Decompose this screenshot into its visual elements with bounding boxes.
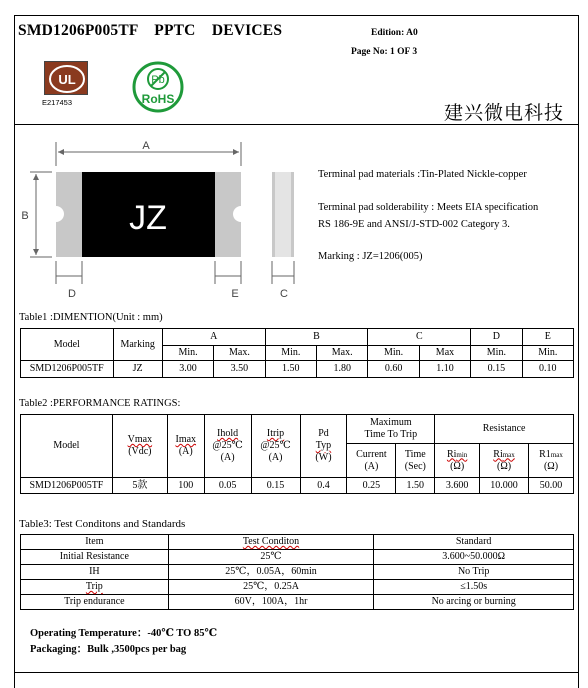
t2-time: 1.50 bbox=[396, 478, 435, 494]
edition-label: Edition: A0 bbox=[371, 28, 418, 38]
frame-right bbox=[578, 15, 579, 688]
dim-a-label: A bbox=[142, 140, 150, 152]
dim-b-label: B bbox=[21, 210, 29, 222]
t2-r1max-label: R1 bbox=[539, 448, 551, 460]
t2-r1max-unit: (Ω) bbox=[543, 460, 559, 472]
t3-r3-item: Trip endurance bbox=[21, 595, 169, 610]
t2-imax-unit: (A) bbox=[178, 446, 193, 457]
t2-rimin-label: Ri bbox=[446, 448, 457, 460]
t2-time-unit: (Sec) bbox=[404, 460, 426, 472]
dimension-table bbox=[20, 328, 574, 378]
note-solderability-line1: Terminal pad solderability : Meets EIA specification bbox=[318, 202, 539, 213]
t2-rimax-unit: (Ω) bbox=[497, 460, 512, 472]
frame-top bbox=[14, 15, 579, 16]
t2-imax-label: Imax bbox=[175, 434, 197, 445]
table-row bbox=[21, 565, 574, 580]
t3-r1-condition: 25℃，0.05A，60min bbox=[168, 565, 374, 580]
t2-current: 0.25 bbox=[347, 478, 396, 494]
packaging: Packaging：Bulk ,3500pcs per bag bbox=[30, 644, 187, 655]
t2-pd-typ: Typ bbox=[315, 440, 332, 451]
t2-pd-header bbox=[300, 415, 347, 478]
t2-ihold-cond: @25℃ bbox=[212, 440, 243, 451]
t3-item-header: Item bbox=[21, 535, 169, 550]
t1-a-max: 3.50 bbox=[214, 361, 265, 378]
t3-r2-standard: ≤1.50s bbox=[374, 580, 574, 595]
t2-ttt-line1: Maximum bbox=[369, 417, 412, 428]
t1-b-min: 1.50 bbox=[265, 361, 316, 378]
t1-c-min: 0.60 bbox=[368, 361, 419, 378]
t1-sub-c-max: Max bbox=[419, 346, 470, 361]
frame-bottom bbox=[14, 672, 579, 673]
t2-model: SMD1206P005TF bbox=[21, 478, 113, 494]
t2-rimin: 3.600 bbox=[435, 478, 480, 494]
t1-group-e: E bbox=[522, 329, 573, 346]
t1-d-min: 0.15 bbox=[471, 361, 522, 378]
t3-r1-standard: No Trip bbox=[374, 565, 574, 580]
t2-vmax-header bbox=[112, 415, 167, 478]
t2-current-label: Current bbox=[356, 448, 387, 460]
t2-time-label: Time bbox=[404, 448, 426, 460]
t2-ihold: 0.05 bbox=[204, 478, 251, 494]
svg-text:UL: UL bbox=[58, 72, 76, 87]
ul-certificate-number: E217453 bbox=[42, 98, 73, 107]
t2-pd-label: Pd bbox=[318, 428, 329, 439]
note-solderability-line2: RS 186-9E and ANSI/J-STD-002 Category 3. bbox=[318, 219, 510, 230]
t3-r3-standard: No arcing or burning bbox=[374, 595, 574, 610]
table-row bbox=[21, 550, 574, 565]
t1-sub-a-max: Max. bbox=[214, 346, 265, 361]
t1-group-b: B bbox=[265, 329, 368, 346]
t1-marking-header: Marking bbox=[113, 329, 162, 361]
t2-ihold-header bbox=[204, 415, 251, 478]
dim-d-label: D bbox=[68, 288, 76, 300]
company-name: 建兴微电科技 bbox=[444, 102, 565, 124]
t2-rimax-sub: max bbox=[502, 450, 515, 459]
operating-temperature: Operating Temperature：-40℃ TO 85℃ bbox=[30, 628, 218, 639]
t2-ttt-header bbox=[347, 415, 435, 444]
t2-current-header bbox=[347, 444, 396, 478]
pb-text: Pb bbox=[151, 74, 165, 86]
table3-caption: Table3: Test Conditons and Standards bbox=[19, 518, 186, 530]
t1-marking: JZ bbox=[113, 361, 162, 378]
t1-e-min: 0.10 bbox=[522, 361, 573, 378]
t2-vmax: 5款 bbox=[112, 478, 167, 494]
t2-itrip: 0.15 bbox=[251, 478, 300, 494]
t3-condition-header bbox=[168, 535, 374, 550]
t2-ttt-line2: Time To Trip bbox=[364, 429, 418, 440]
ul-mark-icon bbox=[45, 62, 89, 96]
table2-caption: Table2 :PERFORMANCE RATINGS: bbox=[19, 398, 181, 409]
t1-sub-a-min: Min. bbox=[162, 346, 213, 361]
t2-pd-unit: (W) bbox=[315, 452, 332, 463]
table-row bbox=[21, 478, 574, 494]
t2-rimax-header bbox=[480, 444, 529, 478]
page-number: Page No: 1 OF 3 bbox=[351, 47, 418, 57]
note-terminal-materials: Terminal pad materials :Tin-Plated Nickle-copper bbox=[318, 169, 527, 180]
t3-r2-item-label: Trip bbox=[85, 581, 103, 592]
table-row bbox=[21, 580, 574, 595]
chip-marking: JZ bbox=[129, 199, 167, 237]
t1-group-c: C bbox=[368, 329, 471, 346]
t1-sub-c-min: Min. bbox=[368, 346, 419, 361]
t3-r0-standard: 3.600~50.000Ω bbox=[374, 550, 574, 565]
t2-r1max-sub: max bbox=[550, 450, 563, 459]
t2-vmax-unit: (Vdc) bbox=[128, 446, 152, 457]
table-row bbox=[21, 361, 574, 378]
t1-sub-b-min: Min. bbox=[265, 346, 316, 361]
rohs-icon bbox=[130, 61, 186, 113]
t2-itrip-cond: @25℃ bbox=[260, 440, 291, 451]
t3-condition-label: Test Conditon bbox=[242, 536, 300, 547]
dim-e-label: E bbox=[231, 288, 239, 300]
document-title: SMD1206P005TF PPTC DEVICES bbox=[18, 22, 283, 39]
t2-rimin-sub: min bbox=[456, 450, 468, 459]
t3-standard-header: Standard bbox=[374, 535, 574, 550]
t1-model-header: Model bbox=[21, 329, 114, 361]
rohs-logo bbox=[130, 61, 186, 118]
t2-current-unit: (A) bbox=[364, 460, 379, 472]
t2-ihold-unit: (A) bbox=[220, 452, 235, 463]
t2-imax: 100 bbox=[167, 478, 204, 494]
t1-sub-e-min: Min. bbox=[522, 346, 573, 361]
t1-sub-d-min: Min. bbox=[471, 346, 522, 361]
t3-r2-item bbox=[21, 580, 169, 595]
t3-r1-item: IH bbox=[21, 565, 169, 580]
t2-rimin-unit: (Ω) bbox=[450, 460, 465, 472]
performance-table bbox=[20, 414, 574, 494]
rohs-text: RoHS bbox=[141, 92, 175, 106]
t1-a-min: 3.00 bbox=[162, 361, 213, 378]
t2-r1max-header bbox=[529, 444, 574, 478]
table1-caption: Table1 :DIMENTION(Unit : mm) bbox=[19, 312, 163, 323]
t3-r2-condition: 25℃，0.25A bbox=[168, 580, 374, 595]
t2-resistance-header: Resistance bbox=[435, 415, 574, 444]
t2-rimax-label: Ri bbox=[493, 448, 503, 460]
t2-rimin-header bbox=[435, 444, 480, 478]
t2-imax-header bbox=[167, 415, 204, 478]
t2-time-header bbox=[396, 444, 435, 478]
t1-b-max: 1.80 bbox=[317, 361, 368, 378]
test-conditions-table bbox=[20, 534, 574, 610]
t1-group-a: A bbox=[162, 329, 265, 346]
note-marking: Marking : JZ=1206(005) bbox=[318, 251, 423, 262]
t3-r0-condition: 25℃ bbox=[168, 550, 374, 565]
t2-rimax: 10.000 bbox=[480, 478, 529, 494]
t3-r3-condition: 60V，100A，1hr bbox=[168, 595, 374, 610]
t2-ihold-label: Ihold bbox=[217, 428, 239, 439]
t2-model-header: Model bbox=[21, 415, 113, 478]
t1-sub-b-max: Max. bbox=[317, 346, 368, 361]
component-drawing bbox=[16, 136, 306, 306]
t1-model: SMD1206P005TF bbox=[21, 361, 114, 378]
t2-vmax-label: Vmax bbox=[127, 434, 153, 445]
t3-r0-item: Initial Resistance bbox=[21, 550, 169, 565]
t1-c-max: 1.10 bbox=[419, 361, 470, 378]
dim-c-label: C bbox=[280, 288, 288, 300]
t2-itrip-label: Itrip bbox=[266, 428, 285, 439]
table-row bbox=[21, 595, 574, 610]
t2-pd: 0.4 bbox=[300, 478, 347, 494]
frame-left bbox=[14, 15, 15, 688]
ul-logo bbox=[44, 61, 88, 95]
t1-group-d: D bbox=[471, 329, 522, 346]
t2-r1max: 50.00 bbox=[529, 478, 574, 494]
t2-itrip-header bbox=[251, 415, 300, 478]
t2-itrip-unit: (A) bbox=[268, 452, 283, 463]
